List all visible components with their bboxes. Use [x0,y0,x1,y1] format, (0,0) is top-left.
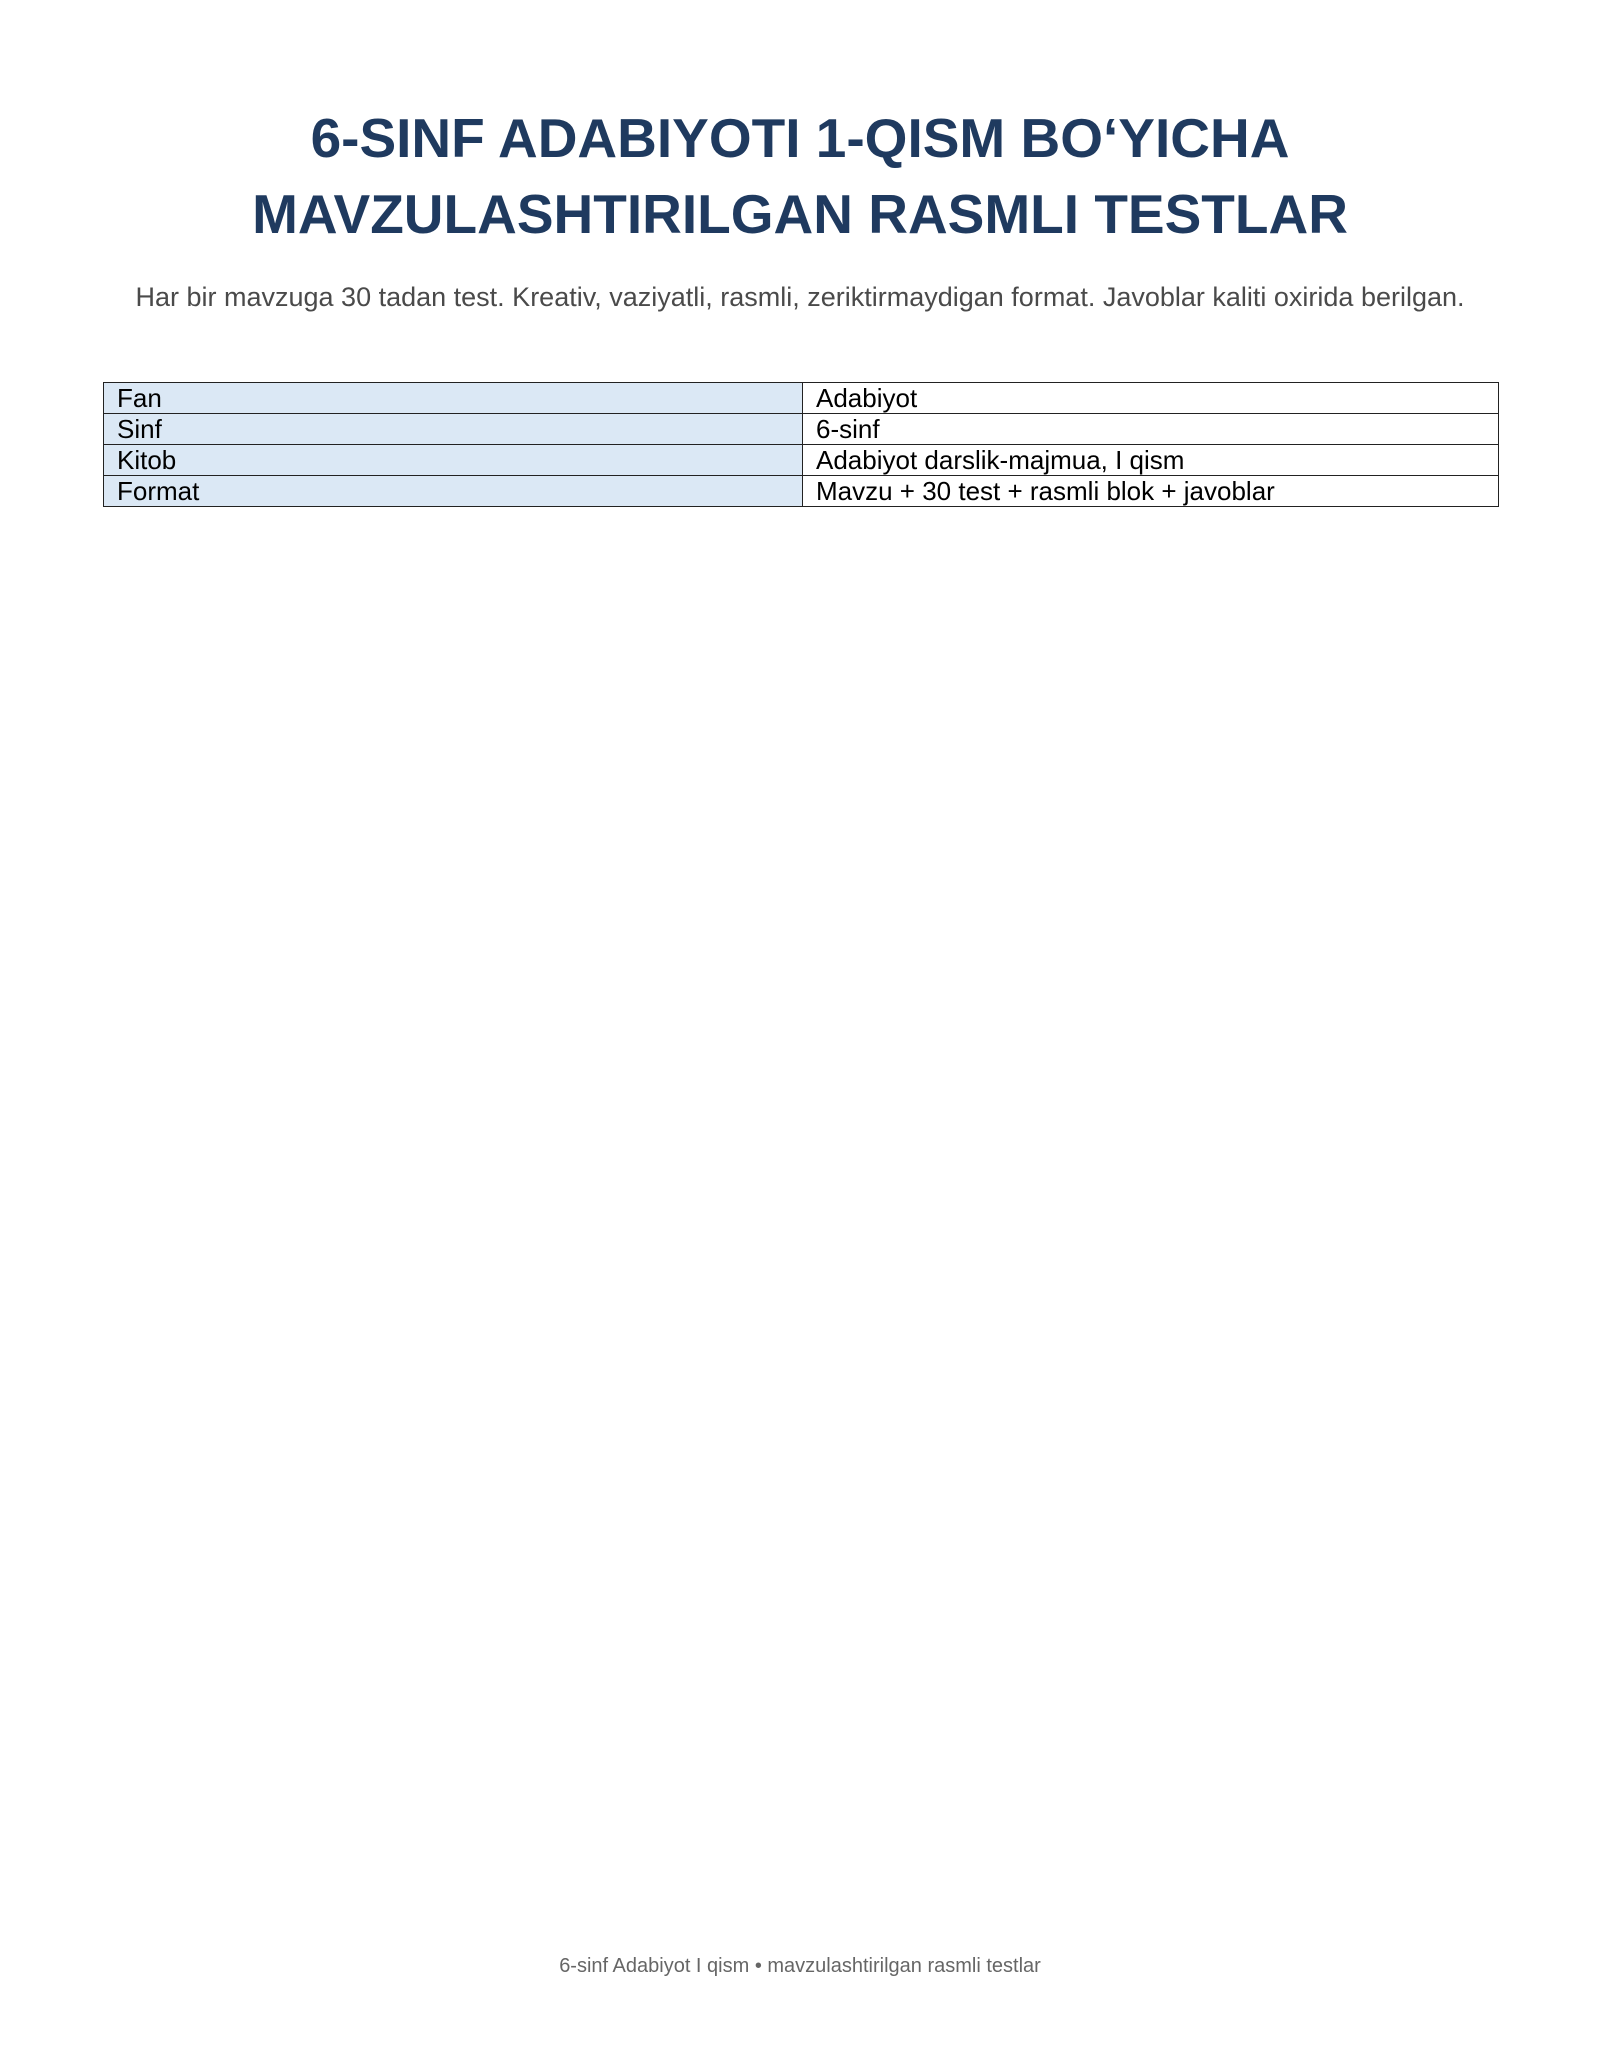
row-value-fan: Adabiyot [803,383,1499,414]
page-title-line-2: MAVZULASHTIRILGAN RASMLI TESTLAR [252,183,1348,245]
row-value-sinf: 6-sinf [803,414,1499,445]
row-label-format: Format [104,476,803,507]
info-table [103,382,1499,507]
row-label-sinf: Sinf [104,414,803,445]
page-title [100,100,1500,252]
row-label-kitob: Kitob [104,445,803,476]
table-row [104,414,1499,445]
table-row [104,383,1499,414]
table-row [104,445,1499,476]
row-value-kitob: Adabiyot darslik-majmua, I qism [803,445,1499,476]
page-title-line-1: 6-SINF ADABIYOTI 1-QISM BO‘YICHA [310,107,1290,169]
row-value-format: Mavzu + 30 test + rasmli blok + javoblar [803,476,1499,507]
row-label-fan: Fan [104,383,803,414]
table-row [104,476,1499,507]
page-subtitle: Har bir mavzuga 30 tadan test. Kreativ, vaziyatli, rasmli, zeriktirmaydigan format. Javoblar kaliti oxirida berilgan. [135,282,1465,312]
page-footer: 6-sinf Adabiyot I qism • mavzulashtirilgan rasmli testlar [559,1955,1041,1977]
